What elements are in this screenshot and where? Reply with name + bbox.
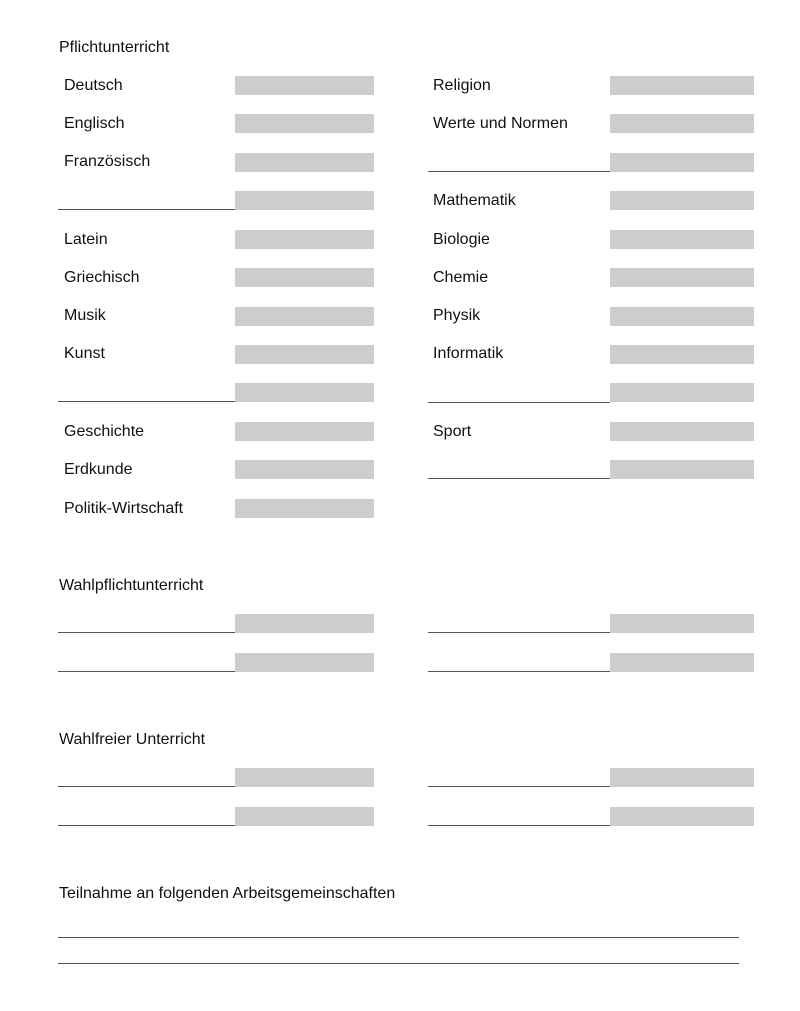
subject-label-mathematik: Mathematik (433, 192, 516, 209)
wahlfrei-subject-line-4[interactable] (428, 825, 610, 826)
grade-field-chemie[interactable] (610, 268, 754, 287)
grade-field-blank-left-2[interactable] (235, 383, 374, 402)
subject-label-religion: Religion (433, 77, 491, 94)
subject-label-musik: Musik (64, 307, 106, 324)
wahlfrei-subject-line-2[interactable] (428, 786, 610, 787)
subject-label-latein: Latein (64, 231, 108, 248)
grade-field-kunst[interactable] (235, 345, 374, 364)
grade-field-latein[interactable] (235, 230, 374, 249)
wahlpflicht-subject-line-4[interactable] (428, 671, 610, 672)
subject-label-physik: Physik (433, 307, 481, 324)
wahlpflicht-grade-field-4[interactable] (610, 653, 754, 672)
grade-field-englisch[interactable] (235, 114, 374, 133)
subject-blank-line-right-1[interactable] (428, 171, 610, 172)
wahlpflicht-grade-field-1[interactable] (235, 614, 374, 633)
grade-field-blank-left-1[interactable] (235, 191, 374, 210)
subject-label-erdkunde: Erdkunde (64, 461, 133, 478)
grade-field-blank-right-3[interactable] (610, 460, 754, 479)
grade-field-erdkunde[interactable] (235, 460, 374, 479)
subject-label-biologie: Biologie (433, 231, 490, 248)
subject-label-griechisch: Griechisch (64, 269, 140, 286)
wahlfrei-grade-field-2[interactable] (610, 768, 754, 787)
wahlfrei-grade-field-1[interactable] (235, 768, 374, 787)
subject-label-politik-wirtschaft: Politik-Wirtschaft (64, 500, 184, 517)
grade-field-politik-wirtschaft[interactable] (235, 499, 374, 518)
wahlpflicht-subject-line-3[interactable] (58, 671, 235, 672)
subject-label-geschichte: Geschichte (64, 423, 145, 440)
grade-field-physik[interactable] (610, 307, 754, 326)
subject-blank-line-left-2[interactable] (58, 401, 235, 402)
grade-field-sport[interactable] (610, 422, 754, 441)
grade-field-informatik[interactable] (610, 345, 754, 364)
wahlpflicht-grade-field-3[interactable] (235, 653, 374, 672)
wahlpflicht-subject-line-1[interactable] (58, 632, 235, 633)
subject-label-sport: Sport (433, 423, 472, 440)
grade-field-geschichte[interactable] (235, 422, 374, 441)
subject-blank-line-left-1[interactable] (58, 209, 235, 210)
grade-field-franzoesisch[interactable] (235, 153, 374, 172)
section-title-pflichtunterricht: Pflichtunterricht (59, 39, 170, 56)
subject-label-chemie: Chemie (433, 269, 489, 286)
grade-field-mathematik[interactable] (610, 191, 754, 210)
wahlpflicht-grade-field-2[interactable] (610, 614, 754, 633)
wahlfrei-subject-line-1[interactable] (58, 786, 235, 787)
section-title-wahlpflichtunterricht: Wahlpflichtunterricht (59, 577, 204, 594)
grade-field-deutsch[interactable] (235, 76, 374, 95)
subject-blank-line-right-3[interactable] (428, 478, 610, 479)
grade-field-griechisch[interactable] (235, 268, 374, 287)
wahlfrei-grade-field-3[interactable] (235, 807, 374, 826)
subject-label-englisch: Englisch (64, 115, 125, 132)
grade-field-religion[interactable] (610, 76, 754, 95)
ag-write-line-2[interactable] (58, 963, 739, 964)
grade-field-biologie[interactable] (610, 230, 754, 249)
grade-field-musik[interactable] (235, 307, 374, 326)
subject-label-informatik: Informatik (433, 345, 504, 362)
subject-blank-line-right-2[interactable] (428, 402, 610, 403)
subject-label-werte-und-normen: Werte und Normen (433, 115, 568, 132)
grade-field-blank-right-2[interactable] (610, 383, 754, 402)
wahlfrei-subject-line-3[interactable] (58, 825, 235, 826)
subject-label-deutsch: Deutsch (64, 77, 123, 94)
section-title-arbeitsgemeinschaften: Teilnahme an folgenden Arbeitsgemeinschaften (59, 885, 396, 902)
subject-label-franzoesisch: Französisch (64, 153, 151, 170)
wahlfrei-grade-field-4[interactable] (610, 807, 754, 826)
wahlpflicht-subject-line-2[interactable] (428, 632, 610, 633)
grade-field-blank-right-1[interactable] (610, 153, 754, 172)
ag-write-line-1[interactable] (58, 937, 739, 938)
subject-label-kunst: Kunst (64, 345, 105, 362)
grade-field-werte-und-normen[interactable] (610, 114, 754, 133)
section-title-wahlfreier-unterricht: Wahlfreier Unterricht (59, 731, 206, 748)
